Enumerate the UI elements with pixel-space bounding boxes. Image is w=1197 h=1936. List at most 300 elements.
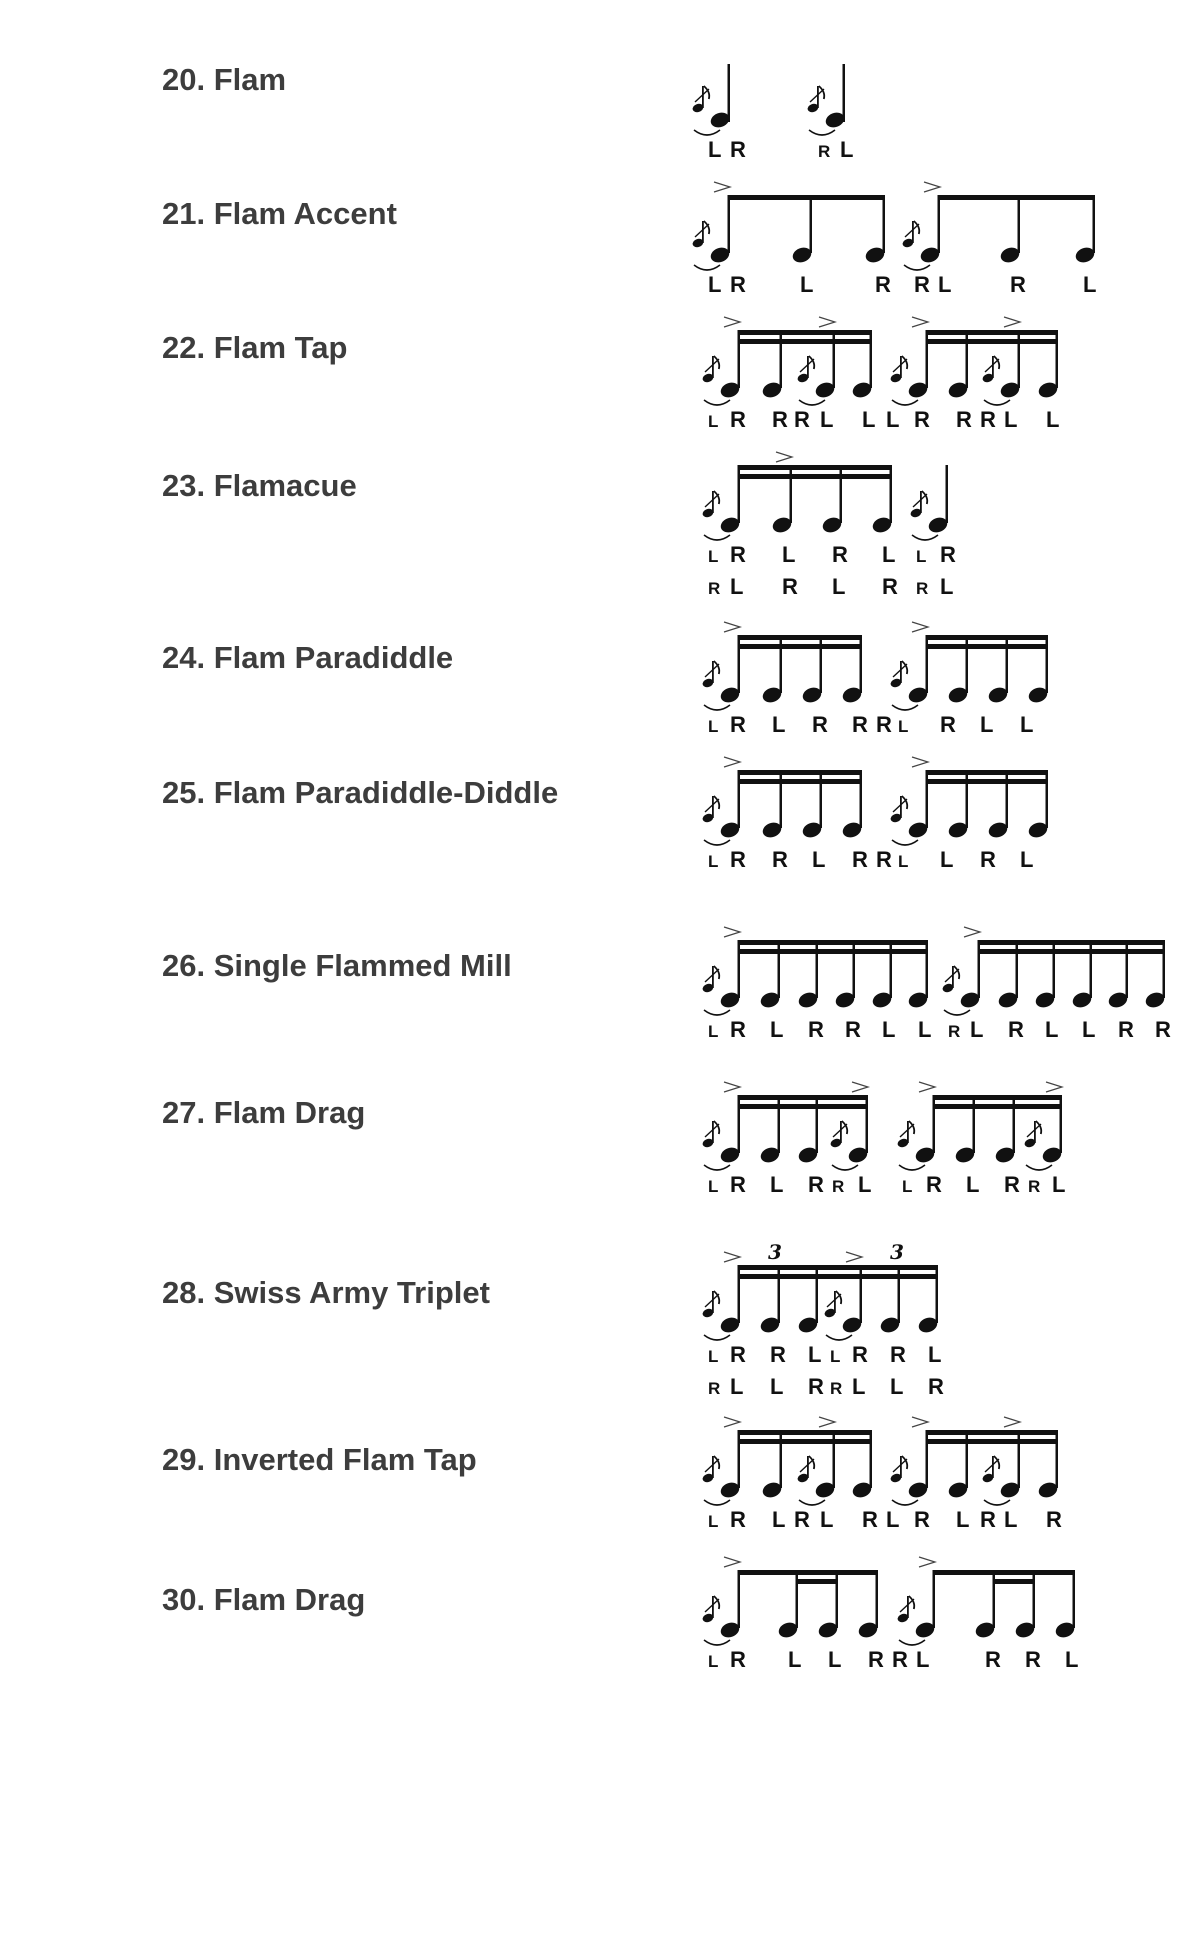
beam-secondary [927, 1439, 1057, 1444]
accent-mark [724, 1417, 740, 1427]
sticking-letter: R [875, 272, 891, 297]
beam-primary [979, 940, 1164, 945]
slur [892, 705, 918, 710]
sticking-letter: L [928, 1342, 942, 1367]
beam-primary [739, 1265, 937, 1270]
grace-stem [712, 796, 714, 818]
sticking-letter: L [708, 852, 719, 871]
sticking-letter: L [708, 1347, 719, 1366]
beam-primary [934, 1570, 1074, 1575]
note-stem [1018, 195, 1021, 253]
note-stem [1013, 1095, 1016, 1153]
note-stem [860, 770, 863, 828]
note-stem [1018, 330, 1021, 388]
accent-mark [819, 1417, 835, 1427]
beam-secondary [739, 1274, 937, 1279]
note-stem [938, 195, 941, 253]
note [864, 195, 887, 265]
notation-figure [690, 310, 1190, 430]
notation-figure [690, 1550, 1190, 1670]
sticking-letter: L [852, 1374, 866, 1399]
accent-mark [846, 1252, 862, 1262]
slur [704, 400, 730, 405]
note-stem [796, 1570, 799, 1628]
beam-secondary [927, 339, 1057, 344]
note-stem [973, 1095, 976, 1153]
sticking-letter: R [730, 847, 746, 872]
note-stem [836, 1570, 839, 1628]
grace-stem [920, 491, 922, 513]
beam-primary [739, 940, 927, 945]
grace-stem [900, 796, 902, 818]
rudiment-title: 20. Flam [162, 62, 287, 97]
note-stem [738, 1570, 741, 1628]
slur [912, 535, 938, 540]
sticking-letter: R [876, 847, 892, 872]
notation-figure [690, 175, 1190, 295]
note-stem [870, 330, 873, 388]
beam-primary [739, 1570, 877, 1575]
note-stem [820, 635, 823, 693]
sticking-letter: L [970, 1017, 984, 1042]
note [791, 195, 814, 265]
sticking-letter: L [708, 1022, 719, 1041]
sticking-letter: L [770, 1017, 784, 1042]
sticking-letter: L [782, 542, 796, 567]
sticking-letter: R [730, 272, 746, 297]
grace-stem [807, 1456, 809, 1478]
slur [826, 1335, 852, 1340]
accent-mark [724, 1252, 740, 1262]
slur [892, 400, 918, 405]
beam-primary [934, 1095, 1061, 1100]
sticking-letter: R [772, 847, 788, 872]
accent-mark [724, 927, 740, 937]
beam-secondary [979, 949, 1164, 954]
grace-stem [712, 491, 714, 513]
accent-mark [1046, 1082, 1062, 1092]
note-stem [790, 465, 793, 523]
slur [704, 535, 730, 540]
sticking-letter: R [1028, 1177, 1041, 1196]
note-stem [853, 940, 856, 998]
grace-stem [1034, 1121, 1036, 1143]
notation-figure [690, 920, 1190, 1040]
sticking-letter: R [980, 407, 996, 432]
sticking-letter: L [882, 542, 896, 567]
note-stem [883, 195, 886, 253]
note-stem [1033, 1570, 1036, 1628]
sticking-letter: L [956, 1507, 970, 1532]
sticking-letter: R [940, 542, 956, 567]
sticking-letter: R [868, 1647, 884, 1672]
grace-stem [702, 86, 704, 108]
rudiment-title: 29. Inverted Flam Tap [162, 1442, 477, 1477]
accent-mark [1004, 1417, 1020, 1427]
sticking-letter: R [708, 1379, 721, 1398]
note-stem [966, 1430, 969, 1488]
note-stem [1006, 635, 1009, 693]
sticking-letter: L [708, 717, 719, 736]
notation-figure [690, 1240, 1190, 1399]
note-stem [926, 770, 929, 828]
note-stem [1093, 195, 1096, 253]
sticking-letter: L [772, 712, 786, 737]
sticking-letter: R [862, 1507, 878, 1532]
note-stem [1046, 635, 1049, 693]
note-stem [890, 940, 893, 998]
sticking-letter: L [820, 407, 834, 432]
beam-secondary [739, 949, 927, 954]
accent-mark [912, 1417, 928, 1427]
note-stem [810, 195, 813, 253]
sticking-letter: L [1020, 847, 1034, 872]
accent-mark [919, 1082, 935, 1092]
flam-note [909, 465, 949, 540]
sticking-letter: R [832, 542, 848, 567]
grace-stem [712, 661, 714, 683]
sticking-letter: L [1020, 712, 1034, 737]
sticking-letter: L [1004, 1507, 1018, 1532]
sticking-letter: L [862, 407, 876, 432]
note-stem [738, 940, 741, 998]
note-stem [926, 1430, 929, 1488]
slur [704, 1500, 730, 1505]
grace-stem [900, 356, 902, 378]
slur [704, 840, 730, 845]
slur [984, 400, 1010, 405]
note-stem [1016, 940, 1019, 998]
grace-stem [712, 966, 714, 988]
sticking-letter: L [708, 1512, 719, 1531]
note-stem [1060, 1095, 1063, 1153]
note-stem [738, 635, 741, 693]
note-stem [728, 64, 731, 122]
sticking-letter: L [966, 1172, 980, 1197]
sticking-letter: R [818, 142, 831, 161]
sticking-letter: R [782, 574, 798, 599]
accent-mark [724, 1082, 740, 1092]
sticking-letter: R [914, 407, 930, 432]
note-stem [926, 635, 929, 693]
sticking-letter: R [882, 574, 898, 599]
sticking-letter: R [928, 1374, 944, 1399]
note-stem [870, 1430, 873, 1488]
note-stem [933, 1570, 936, 1628]
accent-mark [912, 757, 928, 767]
flam-note [691, 64, 731, 135]
flam-note [889, 1417, 929, 1505]
notation-figure [690, 615, 1190, 735]
note-stem [966, 330, 969, 388]
note-stem [876, 1570, 879, 1628]
note-stem [780, 1430, 783, 1488]
sticking-letter: R [1010, 272, 1026, 297]
sticking-letter: R [1008, 1017, 1024, 1042]
notation-figure [690, 40, 1190, 160]
beam-secondary [739, 1104, 867, 1109]
note-stem [816, 1095, 819, 1153]
flam-note [701, 757, 741, 845]
sticking-letter: R [985, 1647, 1001, 1672]
note [857, 1570, 880, 1640]
sticking-letter: L [940, 574, 954, 599]
beam-secondary [927, 779, 1047, 784]
sticking-letter: R [730, 137, 746, 162]
slur [944, 1010, 970, 1015]
note-stem [1056, 1430, 1059, 1488]
flam-note [896, 1082, 936, 1170]
sticking-letter: L [902, 1177, 913, 1196]
slur [899, 1165, 925, 1170]
sticking-letter: R [770, 1342, 786, 1367]
sticking-letter: R [845, 1017, 861, 1042]
beam-primary [927, 330, 1057, 335]
beam-primary [739, 1095, 867, 1100]
beam-primary [729, 195, 884, 200]
sticking-letter: R [980, 1507, 996, 1532]
grace-stem [712, 1456, 714, 1478]
note-stem [738, 330, 741, 388]
sticking-letter: R [730, 407, 746, 432]
accent-mark [919, 1557, 935, 1567]
notation-figure [690, 1410, 1190, 1530]
flam-note [701, 1082, 741, 1170]
grace-stem [712, 1121, 714, 1143]
grace-stem [712, 1596, 714, 1618]
sticking-letter: L [1065, 1647, 1079, 1672]
accent-mark [724, 622, 740, 632]
note-stem [778, 1095, 781, 1153]
sticking-letter: R [914, 272, 930, 297]
flam-note [806, 64, 846, 135]
sticking-letter: L [708, 272, 722, 297]
rudiment-title: 24. Flam Paradiddle [162, 640, 454, 675]
sticking-letter: L [708, 547, 719, 566]
beam-secondary [797, 1579, 837, 1584]
note-stem [993, 1570, 996, 1628]
note-stem [866, 1095, 869, 1153]
grace-stem [900, 1456, 902, 1478]
rudiment-title: 25. Flam Paradiddle-Diddle [162, 775, 559, 810]
note-stem [1006, 770, 1009, 828]
slur [704, 1640, 730, 1645]
slur [799, 400, 825, 405]
sticking-letter: L [770, 1172, 784, 1197]
sticking-letter: R [730, 542, 746, 567]
note-stem [833, 330, 836, 388]
beam-secondary [934, 1104, 1061, 1109]
sticking-letter: L [882, 1017, 896, 1042]
note-stem [780, 635, 783, 693]
note-stem [1053, 940, 1056, 998]
note-stem [840, 465, 843, 523]
note-stem [898, 1265, 901, 1323]
sticking-letter: L [1004, 407, 1018, 432]
note-stem [1056, 330, 1059, 388]
sticking-letter: L [916, 1647, 930, 1672]
grace-stem [807, 356, 809, 378]
slur [809, 130, 835, 135]
sticking-letter: L [708, 137, 722, 162]
notation-figure [690, 750, 1190, 870]
note [771, 452, 794, 535]
sticking-letter: L [938, 272, 952, 297]
note-stem [1073, 1570, 1076, 1628]
sticking-letter: R [1046, 1507, 1062, 1532]
sticking-letter: L [820, 1507, 834, 1532]
flam-note [701, 927, 741, 1015]
sticking-letter: L [1082, 1017, 1096, 1042]
flam-note [901, 182, 941, 270]
slur [984, 1500, 1010, 1505]
sticking-letter: L [730, 1374, 744, 1399]
beam-primary [927, 770, 1047, 775]
beam-secondary [927, 644, 1047, 649]
sticking-letter: L [916, 547, 927, 566]
note-stem [778, 940, 781, 998]
sticking-letter: L [980, 712, 994, 737]
note-stem [1090, 940, 1093, 998]
sticking-letter: L [772, 1507, 786, 1532]
beam-primary [739, 635, 861, 640]
slur [892, 840, 918, 845]
sticking-letter: R [852, 712, 868, 737]
note-stem [820, 770, 823, 828]
sticking-letter: L [1052, 1172, 1066, 1197]
note-stem [728, 195, 731, 253]
accent-mark [1004, 317, 1020, 327]
accent-mark [924, 182, 940, 192]
sticking-letter: R [926, 1172, 942, 1197]
flam-note [701, 465, 741, 540]
sticking-letter: R [794, 1507, 810, 1532]
flam-note [896, 1557, 936, 1645]
flam-note [941, 927, 981, 1015]
note [974, 1570, 997, 1640]
sticking-letter: L [1083, 272, 1097, 297]
sticking-letter: R [730, 1342, 746, 1367]
note-stem [860, 1265, 863, 1323]
sticking-letter: R [832, 1177, 845, 1196]
sticking-letter: L [890, 1374, 904, 1399]
grace-stem [712, 1291, 714, 1313]
note-stem [966, 635, 969, 693]
flam-note [701, 317, 741, 405]
grace-stem [817, 86, 819, 108]
accent-mark [714, 182, 730, 192]
slur [892, 1500, 918, 1505]
slur [904, 265, 930, 270]
note-stem [966, 770, 969, 828]
sticking-letter: L [886, 1507, 900, 1532]
triplet-number: 3 [890, 1240, 904, 1264]
sticking-letter: L [708, 1652, 719, 1671]
sticking-letter: R [916, 579, 929, 598]
beam-primary [739, 1430, 871, 1435]
rudiment-title: 30. Flam Drag [162, 1582, 366, 1617]
note [1054, 1570, 1077, 1640]
note-stem [933, 1095, 936, 1153]
grace-stem [907, 1121, 909, 1143]
beam-primary [739, 770, 861, 775]
sticking-letter: R [812, 712, 828, 737]
rudiment-title: 28. Swiss Army Triplet [162, 1275, 490, 1310]
grace-stem [900, 661, 902, 683]
sticking-letter: L [800, 272, 814, 297]
rudiment-title: 26. Single Flammed Mill [162, 948, 512, 983]
note-stem [860, 635, 863, 693]
flam-note [691, 182, 731, 270]
beam-primary [927, 1430, 1057, 1435]
accent-mark [724, 757, 740, 767]
sticking-letter: R [852, 1342, 868, 1367]
notation-figure [690, 1075, 1190, 1195]
beam-secondary [739, 474, 891, 479]
sticking-letter: R [1004, 1172, 1020, 1197]
accent-mark [724, 1557, 740, 1567]
note-stem [1018, 1430, 1021, 1488]
flam-note [889, 757, 929, 845]
rudiment-title: 23. Flamacue [162, 468, 357, 503]
note [999, 195, 1022, 265]
sticking-letter: L [918, 1017, 932, 1042]
sticking-letter: R [808, 1172, 824, 1197]
sticking-letter: R [730, 1507, 746, 1532]
sticking-letter: L [898, 852, 909, 871]
note-stem [738, 770, 741, 828]
beam-primary [939, 195, 1094, 200]
rudiment-title: 21. Flam Accent [162, 196, 397, 231]
beam-secondary [739, 779, 861, 784]
grace-stem [952, 966, 954, 988]
sticking-letter: R [956, 407, 972, 432]
sticking-letter: R [1155, 1017, 1171, 1042]
note-stem [936, 1265, 939, 1323]
beam-primary [927, 635, 1047, 640]
beam-secondary [994, 1579, 1034, 1584]
slur [704, 705, 730, 710]
sticking-letter: L [730, 574, 744, 599]
sticking-letter: R [830, 1379, 843, 1398]
sticking-letter: R [852, 847, 868, 872]
grace-stem [840, 1121, 842, 1143]
accent-mark [819, 317, 835, 327]
grace-stem [992, 356, 994, 378]
grace-stem [907, 1596, 909, 1618]
triplet-number: 3 [768, 1240, 782, 1264]
sticking-letter: R [892, 1647, 908, 1672]
sticking-letter: L [828, 1647, 842, 1672]
beam-secondary [739, 1439, 871, 1444]
sticking-letter: L [708, 1177, 719, 1196]
note [777, 1570, 800, 1640]
beam-primary [739, 465, 891, 470]
sticking-letter: R [940, 712, 956, 737]
note-stem [926, 940, 929, 998]
slur [694, 130, 720, 135]
sticking-letter: R [876, 712, 892, 737]
accent-mark [776, 452, 792, 462]
sticking-letter: R [980, 847, 996, 872]
slur [899, 1640, 925, 1645]
sticking-letter: L [808, 1342, 822, 1367]
sticking-letter: L [1045, 1017, 1059, 1042]
sticking-letter: R [890, 1342, 906, 1367]
sticking-letter: L [898, 717, 909, 736]
rudiment-title: 27. Flam Drag [162, 1095, 366, 1130]
sticking-letter: R [808, 1374, 824, 1399]
